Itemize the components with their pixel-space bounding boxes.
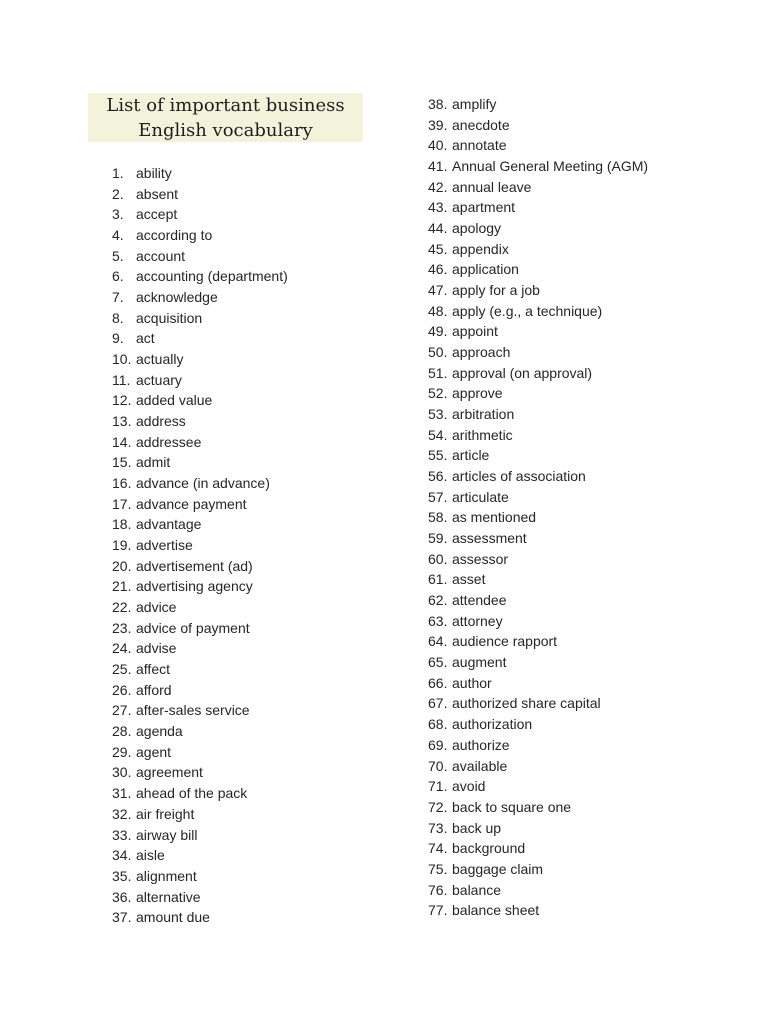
- list-item: [112, 845, 288, 866]
- item-number: 76.: [428, 881, 448, 898]
- item-number: 30.: [112, 764, 132, 781]
- item-number: 60.: [428, 550, 448, 567]
- item-number: 2.: [112, 185, 124, 202]
- item-term: available: [452, 757, 508, 774]
- title-line-2: English vocabulary: [138, 119, 313, 141]
- item-number: 18.: [112, 516, 132, 533]
- item-term: attorney: [452, 612, 503, 629]
- item-number: 55.: [428, 447, 448, 464]
- list-item: [428, 94, 648, 115]
- item-term: advice: [136, 599, 177, 616]
- item-number: 54.: [428, 426, 448, 443]
- list-item: [428, 445, 648, 466]
- list-item: [428, 673, 648, 694]
- item-number: 38.: [428, 96, 448, 112]
- item-term: accept: [136, 206, 178, 223]
- item-term: baggage claim: [452, 860, 544, 877]
- item-term: back to square one: [452, 798, 572, 815]
- item-term: approval (on approval): [452, 364, 593, 381]
- item-term: advertisement (ad): [136, 557, 253, 574]
- list-item: [112, 494, 288, 515]
- list-item: [112, 907, 288, 928]
- list-item: [112, 659, 288, 680]
- item-number: 44.: [428, 220, 448, 237]
- list-item: [428, 900, 648, 921]
- item-term: act: [136, 330, 155, 347]
- list-item: [112, 287, 288, 308]
- item-term: appendix: [452, 240, 509, 257]
- title-line-1: List of important business: [106, 94, 345, 116]
- list-item: [428, 590, 648, 611]
- item-number: 37.: [112, 909, 132, 926]
- item-term: alternative: [136, 888, 201, 905]
- item-term: approve: [452, 385, 503, 402]
- item-number: 63.: [428, 612, 448, 629]
- item-number: 10.: [112, 351, 132, 368]
- list-item: [112, 887, 288, 908]
- list-item: [428, 714, 648, 735]
- item-number: 21.: [112, 578, 132, 595]
- item-number: 41.: [428, 158, 448, 175]
- list-item: [112, 597, 288, 618]
- item-number: 77.: [428, 902, 448, 919]
- item-number: 36.: [112, 888, 132, 905]
- item-term: admit: [136, 454, 171, 471]
- item-term: assessment: [452, 530, 527, 547]
- item-term: advance payment: [136, 495, 247, 512]
- item-term: affect: [136, 661, 170, 678]
- item-term: apartment: [452, 199, 516, 216]
- item-number: 24.: [112, 640, 132, 657]
- item-term: after-sales service: [136, 702, 250, 719]
- list-item: [428, 383, 648, 404]
- item-number: 31.: [112, 785, 132, 802]
- item-number: 71.: [428, 778, 448, 795]
- item-term: according to: [136, 227, 213, 244]
- item-number: 50.: [428, 344, 448, 361]
- item-term: advertise: [136, 537, 193, 554]
- list-item: [112, 163, 288, 184]
- item-number: 75.: [428, 860, 448, 877]
- item-number: 46.: [428, 261, 448, 278]
- list-item: [428, 776, 648, 797]
- item-number: 68.: [428, 716, 448, 733]
- list-item: [112, 535, 288, 556]
- item-term: apology: [452, 220, 502, 237]
- item-number: 1.: [112, 165, 124, 181]
- item-term: as mentioned: [452, 509, 537, 526]
- vocabulary-list-left-column: [112, 163, 288, 928]
- item-number: 45.: [428, 240, 448, 257]
- item-number: 26.: [112, 681, 132, 698]
- item-number: 52.: [428, 385, 448, 402]
- list-item: [112, 742, 288, 763]
- list-item: [112, 349, 288, 370]
- list-item: [112, 804, 288, 825]
- item-term: annotate: [452, 137, 507, 154]
- item-number: 5.: [112, 247, 124, 264]
- document-title: [88, 93, 363, 142]
- item-term: advantage: [136, 516, 202, 533]
- item-number: 43.: [428, 199, 448, 216]
- list-item: [428, 880, 648, 901]
- item-number: 57.: [428, 488, 448, 505]
- item-term: advance (in advance): [136, 475, 270, 492]
- item-number: 74.: [428, 840, 448, 857]
- item-number: 28.: [112, 723, 132, 740]
- item-term: amount due: [136, 909, 210, 926]
- list-item: [428, 177, 648, 198]
- item-number: 17.: [112, 495, 132, 512]
- item-number: 47.: [428, 282, 448, 299]
- item-term: arithmetic: [452, 426, 513, 443]
- vocabulary-list-right-column: [428, 94, 648, 921]
- list-item: [112, 680, 288, 701]
- item-number: 29.: [112, 743, 132, 760]
- item-term: apply for a job: [452, 282, 540, 299]
- item-term: balance: [452, 881, 502, 898]
- item-number: 11.: [112, 371, 131, 388]
- list-item: [428, 487, 648, 508]
- item-term: authorize: [452, 736, 510, 753]
- item-term: back up: [452, 819, 502, 836]
- item-term: acknowledge: [136, 289, 218, 306]
- item-number: 49.: [428, 323, 448, 340]
- item-number: 59.: [428, 530, 448, 547]
- item-number: 27.: [112, 702, 132, 719]
- list-item: [428, 156, 648, 177]
- list-item: [428, 301, 648, 322]
- list-item: [428, 135, 648, 156]
- list-item: [428, 569, 648, 590]
- list-item: [112, 328, 288, 349]
- item-term: asset: [452, 571, 486, 588]
- item-term: acquisition: [136, 309, 203, 326]
- item-number: 25.: [112, 661, 132, 678]
- list-item: [112, 246, 288, 267]
- item-number: 65.: [428, 654, 448, 671]
- item-number: 23.: [112, 619, 132, 636]
- item-term: addressee: [136, 433, 202, 450]
- item-term: added value: [136, 392, 213, 409]
- list-item: [112, 638, 288, 659]
- item-number: 64.: [428, 633, 448, 650]
- list-item: [428, 735, 648, 756]
- list-item: [112, 473, 288, 494]
- item-number: 20.: [112, 557, 132, 574]
- item-number: 6.: [112, 268, 124, 285]
- item-number: 70.: [428, 757, 448, 774]
- list-item: [112, 825, 288, 846]
- item-term: advice of payment: [136, 619, 250, 636]
- item-term: avoid: [452, 778, 486, 795]
- item-term: amplify: [452, 96, 497, 112]
- list-item: [428, 859, 648, 880]
- item-term: audience rapport: [452, 633, 558, 650]
- item-term: actually: [136, 351, 184, 368]
- item-term: account: [136, 247, 186, 264]
- item-number: 4.: [112, 227, 124, 244]
- list-item: [428, 631, 648, 652]
- list-item: [112, 556, 288, 577]
- item-number: 40.: [428, 137, 448, 154]
- item-term: agent: [136, 743, 172, 760]
- item-number: 32.: [112, 805, 132, 822]
- list-item: [428, 693, 648, 714]
- list-item: [112, 721, 288, 742]
- item-number: 16.: [112, 475, 132, 492]
- item-number: 69.: [428, 736, 448, 753]
- list-item: [428, 466, 648, 487]
- item-term: alignment: [136, 867, 197, 884]
- item-term: actuary: [136, 371, 182, 388]
- item-number: 35.: [112, 867, 132, 884]
- item-term: article: [452, 447, 490, 464]
- list-item: [428, 652, 648, 673]
- item-term: annual leave: [452, 178, 532, 195]
- item-term: Annual General Meeting (AGM): [452, 158, 649, 175]
- item-term: author: [452, 674, 492, 691]
- item-number: 58.: [428, 509, 448, 526]
- list-item: [428, 218, 648, 239]
- item-term: aisle: [136, 847, 165, 864]
- item-number: 8.: [112, 309, 124, 326]
- list-item: [428, 115, 648, 136]
- list-item: [112, 576, 288, 597]
- item-term: airway bill: [136, 826, 198, 843]
- list-item: [428, 321, 648, 342]
- list-item: [428, 363, 648, 384]
- item-number: 39.: [428, 116, 448, 133]
- item-term: address: [136, 413, 186, 430]
- list-item: [428, 797, 648, 818]
- item-term: appoint: [452, 323, 498, 340]
- item-term: authorized share capital: [452, 695, 601, 712]
- item-number: 72.: [428, 798, 448, 815]
- list-item: [112, 762, 288, 783]
- list-item: [428, 425, 648, 446]
- item-term: afford: [136, 681, 172, 698]
- item-number: 33.: [112, 826, 132, 843]
- item-number: 73.: [428, 819, 448, 836]
- item-term: ability: [136, 165, 172, 181]
- list-item: [428, 528, 648, 549]
- item-term: articles of association: [452, 468, 586, 485]
- item-number: 12.: [112, 392, 132, 409]
- list-item: [428, 549, 648, 570]
- item-number: 56.: [428, 468, 448, 485]
- item-number: 34.: [112, 847, 132, 864]
- list-item: [112, 411, 288, 432]
- item-term: ahead of the pack: [136, 785, 248, 802]
- item-number: 14.: [112, 433, 132, 450]
- list-item: [112, 866, 288, 887]
- list-item: [428, 838, 648, 859]
- list-item: [428, 756, 648, 777]
- item-number: 61.: [428, 571, 448, 588]
- list-item: [428, 611, 648, 632]
- item-term: apply (e.g., a technique): [452, 302, 603, 319]
- item-term: application: [452, 261, 519, 278]
- item-term: advertising agency: [136, 578, 253, 595]
- item-number: 42.: [428, 178, 448, 195]
- list-item: [428, 507, 648, 528]
- list-item: [112, 432, 288, 453]
- item-number: 51.: [428, 364, 448, 381]
- item-number: 19.: [112, 537, 132, 554]
- list-item: [112, 514, 288, 535]
- item-number: 62.: [428, 592, 448, 609]
- item-term: approach: [452, 344, 511, 361]
- item-term: air freight: [136, 805, 195, 822]
- item-term: balance sheet: [452, 902, 540, 919]
- item-term: anecdote: [452, 116, 510, 133]
- item-term: arbitration: [452, 406, 515, 423]
- list-item: [428, 197, 648, 218]
- list-item: [428, 818, 648, 839]
- list-item: [428, 259, 648, 280]
- item-number: 9.: [112, 330, 124, 347]
- item-term: absent: [136, 185, 179, 202]
- list-item: [112, 700, 288, 721]
- list-item: [112, 390, 288, 411]
- item-number: 13.: [112, 413, 132, 430]
- list-item: [428, 280, 648, 301]
- item-number: 66.: [428, 674, 448, 691]
- item-number: 48.: [428, 302, 448, 319]
- list-item: [112, 204, 288, 225]
- item-number: 7.: [112, 289, 124, 306]
- item-term: agenda: [136, 723, 183, 740]
- item-number: 15.: [112, 454, 132, 471]
- item-term: augment: [452, 654, 507, 671]
- item-number: 53.: [428, 406, 448, 423]
- item-term: advise: [136, 640, 177, 657]
- list-item: [112, 225, 288, 246]
- list-item: [112, 783, 288, 804]
- item-term: attendee: [452, 592, 507, 609]
- item-number: 3.: [112, 206, 124, 223]
- list-item: [428, 342, 648, 363]
- list-item: [112, 184, 288, 205]
- list-item: [112, 370, 288, 391]
- list-item: [428, 404, 648, 425]
- list-item: [112, 452, 288, 473]
- list-item: [112, 308, 288, 329]
- item-term: assessor: [452, 550, 509, 567]
- list-item: [112, 266, 288, 287]
- item-number: 67.: [428, 695, 448, 712]
- item-number: 22.: [112, 599, 132, 616]
- list-item: [428, 239, 648, 260]
- item-term: agreement: [136, 764, 203, 781]
- item-term: authorization: [452, 716, 533, 733]
- list-item: [112, 618, 288, 639]
- item-term: articulate: [452, 488, 509, 505]
- item-term: background: [452, 840, 526, 857]
- item-term: accounting (department): [136, 268, 288, 285]
